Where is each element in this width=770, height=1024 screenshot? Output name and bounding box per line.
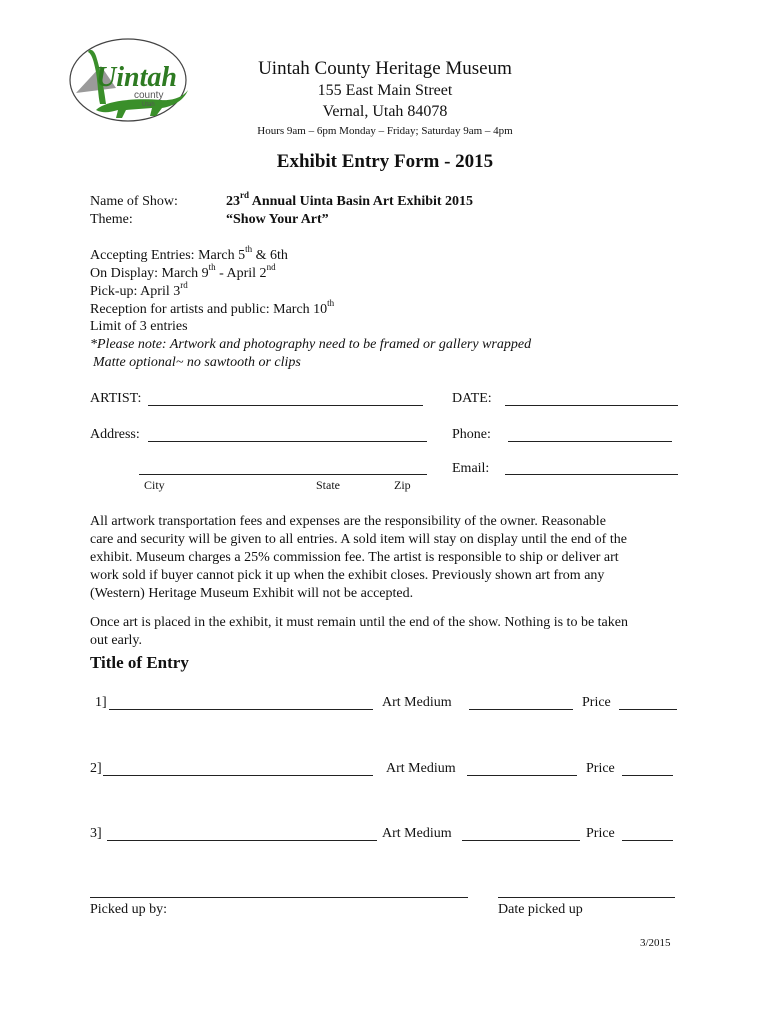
address-line-2: Vernal, Utah 84078 <box>322 103 448 120</box>
entry-2-medium-line[interactable] <box>467 762 577 776</box>
email-input-line[interactable] <box>505 461 678 475</box>
entry-3-title-line[interactable] <box>107 827 377 841</box>
removal-paragraph: Once art is placed in the exhibit, it must remain until the end of the show. Nothing is to be taken out early. <box>90 615 628 648</box>
entry-3-number: 3] <box>90 826 102 841</box>
entry-2-price-line[interactable] <box>622 762 673 776</box>
theme-value: “Show Your Art” <box>226 212 329 227</box>
artist-label: ARTIST: <box>90 391 142 406</box>
hours-text: Hours 9am – 6pm Monday – Friday; Saturday 9am – 4pm <box>257 125 513 137</box>
entry-2-medium-label: Art Medium <box>386 761 456 776</box>
svg-text:county: county <box>134 90 164 101</box>
date-label: DATE: <box>452 391 492 406</box>
entry-1-price-label: Price <box>582 695 611 710</box>
picked-up-label: Picked up by: <box>90 902 167 917</box>
phone-input-line[interactable] <box>508 428 672 442</box>
entry-2-price-label: Price <box>586 761 615 776</box>
show-name-value: 23rd Annual Uinta Basin Art Exhibit 2015 <box>226 190 474 209</box>
entry-3-price-label: Price <box>586 826 615 841</box>
address-line-1: 155 East Main Street <box>317 82 453 99</box>
city-label: City <box>144 478 165 492</box>
on-display: On Display: March 9th - April 2nd <box>90 262 276 281</box>
date-picked-line[interactable] <box>498 884 675 898</box>
entry-2-title-line[interactable] <box>103 762 373 776</box>
entry-1-medium-line[interactable] <box>469 696 573 710</box>
date-input-line[interactable] <box>505 392 678 406</box>
svg-text:Utah: Utah <box>142 102 155 108</box>
revision-date: 3/2015 <box>640 937 671 949</box>
entry-3-price-line[interactable] <box>622 827 673 841</box>
email-label: Email: <box>452 461 490 476</box>
entry-3-medium-line[interactable] <box>462 827 580 841</box>
accepting-entries: Accepting Entries: March 5th & 6th <box>90 244 288 263</box>
entry-limit: Limit of 3 entries <box>90 319 188 334</box>
show-name-label: Name of Show: <box>90 194 178 209</box>
state-label: State <box>316 478 340 492</box>
city-state-zip-line[interactable] <box>139 461 427 475</box>
reception: Reception for artists and public: March 10th <box>90 298 335 317</box>
address-input-line[interactable] <box>148 428 427 442</box>
theme-label: Theme: <box>90 212 133 227</box>
address-label: Address: <box>90 427 140 442</box>
date-picked-label: Date picked up <box>498 902 583 917</box>
framing-note: *Please note: Artwork and photography need to be framed or gallery wrapped <box>90 337 532 352</box>
artist-input-line[interactable] <box>148 392 423 406</box>
phone-label: Phone: <box>452 427 491 442</box>
entry-1-number: 1] <box>95 695 107 710</box>
entry-1-medium-label: Art Medium <box>382 695 452 710</box>
museum-name: Uintah County Heritage Museum <box>258 58 512 79</box>
pick-up: Pick-up: April 3rd <box>90 280 188 299</box>
entry-2-number: 2] <box>90 761 102 776</box>
form-title: Exhibit Entry Form - 2015 <box>276 151 494 172</box>
matte-note: Matte optional~ no sawtooth or clips <box>93 355 301 370</box>
svg-text:Uintah: Uintah <box>96 62 177 93</box>
entry-1-title-line[interactable] <box>109 696 373 710</box>
zip-label: Zip <box>394 478 411 492</box>
picked-up-by-line[interactable] <box>90 884 468 898</box>
entry-1-price-line[interactable] <box>619 696 677 710</box>
terms-paragraph: All artwork transportation fees and expenses are the responsibility of the owner. Reasonable care and security will be given to all entries. A sold item will stay on display until the end of the exhibit. Museum charges a 25% commission fee. The artist is responsible to ship or deliver art work sold if buyer cannot pick it up when the exhibit closes. Previously shown art from any (Western) Heritage Museum Exhibit will not be accepted. <box>90 514 627 601</box>
entry-3-medium-label: Art Medium <box>382 826 452 841</box>
entries-title: Title of Entry <box>90 653 189 672</box>
